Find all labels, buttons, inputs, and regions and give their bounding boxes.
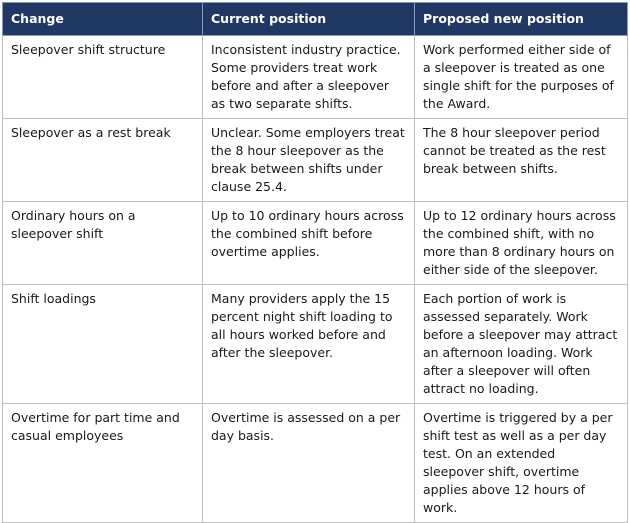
cell-proposed: Up to 12 ordinary hours across the combined shift, with no more than 8 ordinary hours on either side of the sleepover. — [415, 202, 628, 285]
table-row — [3, 119, 628, 202]
cell-current: Unclear. Some employers treat the 8 hour sleepover as the break between shifts under clause 25.4. — [203, 119, 415, 202]
header-proposed-position: Proposed new position — [415, 3, 628, 36]
table-row — [3, 285, 628, 404]
cell-change: Shift loadings — [3, 285, 203, 404]
cell-change: Sleepover shift structure — [3, 36, 203, 119]
cell-current: Inconsistent industry practice. Some providers treat work before and after a sleepover as two separate shifts. — [203, 36, 415, 119]
header-change: Change — [3, 3, 203, 36]
cell-current: Many providers apply the 15 percent night shift loading to all hours worked before and after the sleepover. — [203, 285, 415, 404]
cell-proposed: Overtime is triggered by a per shift test as well as a per day test. On an extended sleepover shift, overtime applies above 12 hours of work. — [415, 404, 628, 523]
cell-current: Up to 10 ordinary hours across the combined shift before overtime applies. — [203, 202, 415, 285]
cell-change: Ordinary hours on a sleepover shift — [3, 202, 203, 285]
comparison-table — [2, 2, 628, 523]
cell-change: Overtime for part time and casual employees — [3, 404, 203, 523]
cell-proposed: The 8 hour sleepover period cannot be treated as the rest break between shifts. — [415, 119, 628, 202]
table-row — [3, 36, 628, 119]
table-body — [3, 36, 628, 523]
header-row — [3, 3, 628, 36]
cell-proposed: Each portion of work is assessed separately. Work before a sleepover may attract an afternoon loading. Work after a sleepover will often attract no loading. — [415, 285, 628, 404]
cell-change: Sleepover as a rest break — [3, 119, 203, 202]
table-row — [3, 202, 628, 285]
table-row — [3, 404, 628, 523]
header-current-position: Current position — [203, 3, 415, 36]
table-header — [3, 3, 628, 36]
cell-current: Overtime is assessed on a per day basis. — [203, 404, 415, 523]
cell-proposed: Work performed either side of a sleepover is treated as one single shift for the purposes of the Award. — [415, 36, 628, 119]
